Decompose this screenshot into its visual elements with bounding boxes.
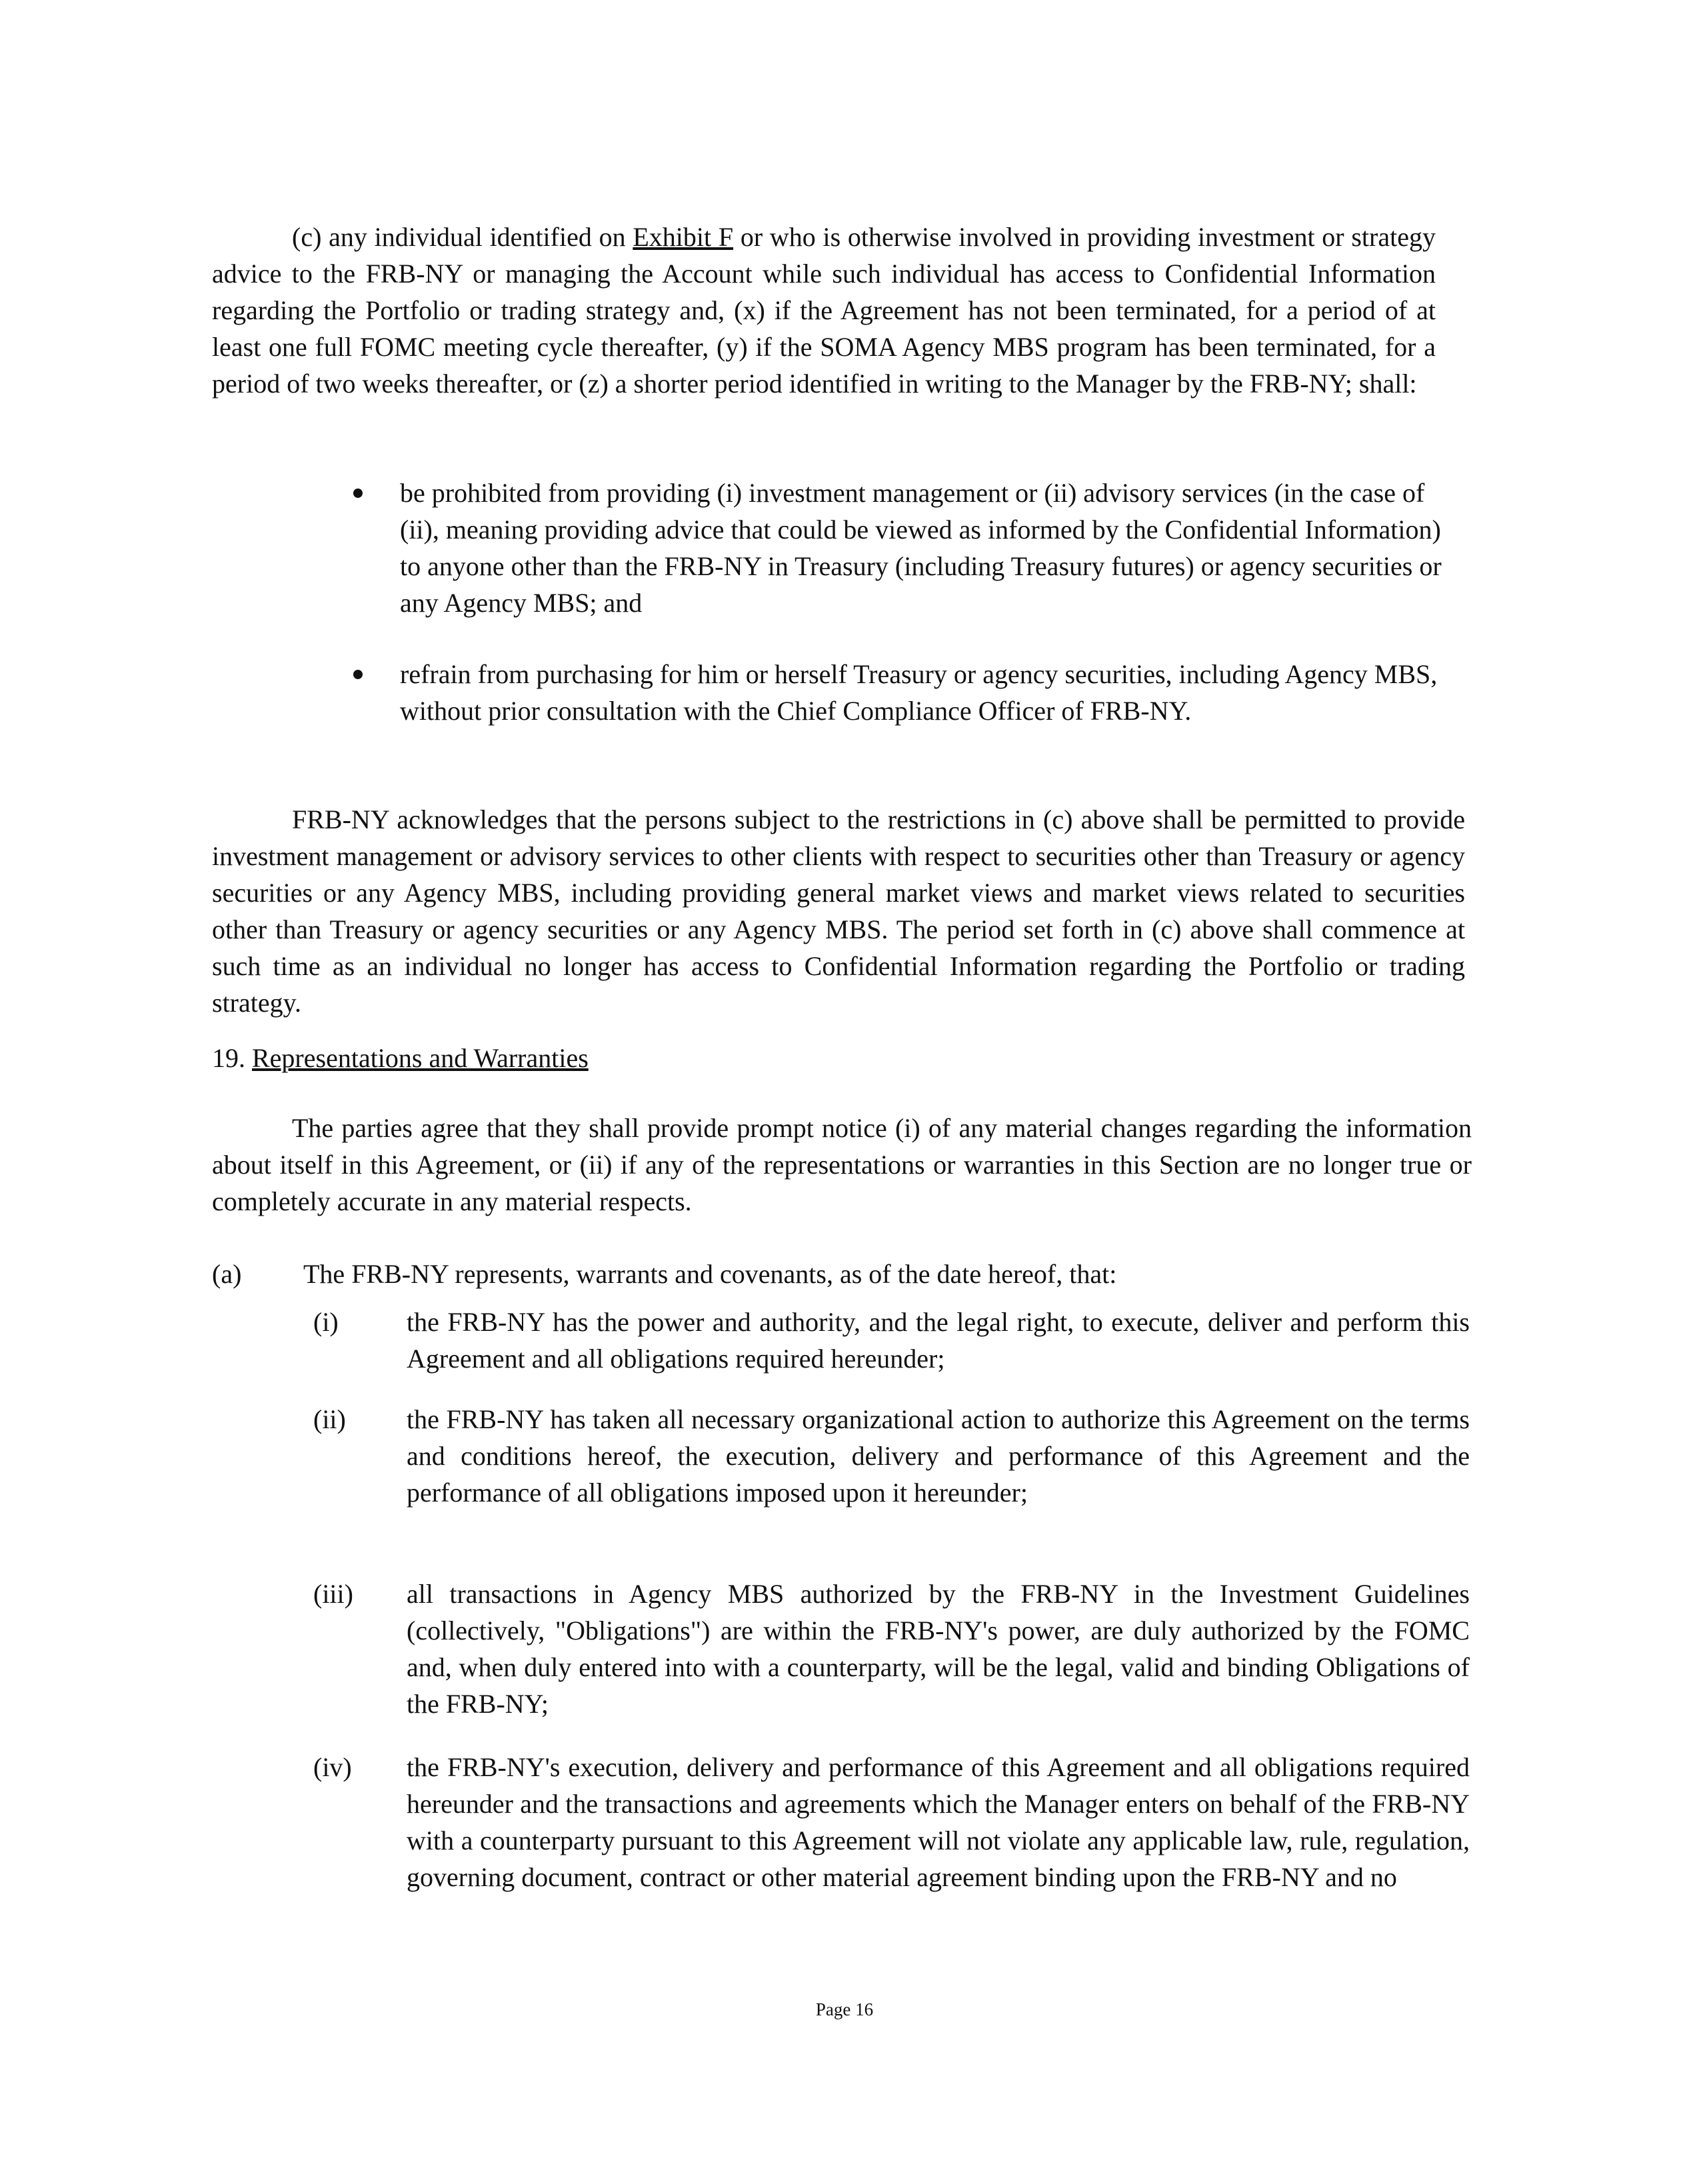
page-number: Page 16 <box>815 1999 874 2019</box>
paragraph-c-body: or who is otherwise involved in providing investment or strategy advice to the FRB-NY or managing the Account while such individual has access to Confidential Information regarding the Portfolio or trading strategy and, (x) if the Agreement has not been terminated, for a period of at least one full FOMC meeting cycle thereafter, (y) if the SOMA Agency MBS program has been terminated, for a period of two weeks thereafter, or (z) a shorter period identified in writing to the Manager by the FRB-NY; shall: <box>212 222 1436 399</box>
subitem-text: the FRB-NY's execution, delivery and performance of this Agreement and all obligations required hereunder and the transactions and agreements which the Manager enters on behalf of the FRB-NY with a counterparty pursuant to this Agreement will not violate any applicable law, rule, regulation, governing document, contract or other material agreement binding upon the FRB-NY and no <box>407 1752 1470 1892</box>
subitem-text: the FRB-NY has the power and authority, and the legal right, to execute, deliver and perform this Agreement and all obligations required hereunder; <box>407 1307 1470 1374</box>
bullet-text: be prohibited from providing (i) investment management or (ii) advisory services (in the case of (ii), meaning providing advice that could be viewed as informed by the Confidential Information) to anyone other than the FRB-NY in Treasury (including Treasury futures) or agency securities or any Agency MBS; and <box>400 478 1442 618</box>
bullet-text: refrain from purchasing for him or herself Treasury or agency securities, including Agency MBS, without prior consultation with the Chief Compliance Officer of FRB-NY. <box>400 659 1438 726</box>
subitem-label: (iv) <box>313 1752 352 1782</box>
subitem-label: (iii) <box>313 1579 353 1609</box>
bullet-icon <box>353 670 363 679</box>
section-19-heading <box>212 1040 1012 1076</box>
exhibit-f-link[interactable]: Exhibit F <box>633 222 734 252</box>
subitem-text: the FRB-NY has taken all necessary organizational action to authorize this Agreement on the terms and conditions hereof, the execution, delivery and performance of this Agreement and the performance of all obligations imposed upon it hereunder; <box>407 1404 1470 1508</box>
subitem-label: (i) <box>313 1307 339 1337</box>
paragraph-parties: The parties agree that they shall provide prompt notice (i) of any material changes regarding the information about itself in this Agreement, or (ii) if any of the representations or warranties in this Section are no longer true or completely accurate in any material respects. <box>212 1113 1472 1216</box>
item-a-text: The FRB-NY represents, warrants and covenants, as of the date hereof, that: <box>303 1259 1117 1289</box>
bullet-icon <box>353 489 363 498</box>
paragraph-c <box>212 219 1436 402</box>
item-a-label: (a) <box>212 1259 242 1289</box>
subitem-text: all transactions in Agency MBS authorized by the FRB-NY in the Investment Guidelines (collectively, "Obligations") are within the FRB-NY's power, are duly authorized by the FOMC and, when duly entered into with a counterparty, will be the legal, valid and binding Obligations of the FRB-NY; <box>407 1579 1470 1719</box>
section-title: Representations and Warranties <box>252 1043 589 1073</box>
subitem-label: (ii) <box>313 1404 346 1434</box>
paragraph-acknowledgement: FRB-NY acknowledges that the persons subject to the restrictions in (c) above shall be permitted to provide investment management or advisory services to other clients with respect to securities other than Treasury or agency securities or any Agency MBS, including providing general market views and market views related to securities other than Treasury or agency securities or any Agency MBS. The period set forth in (c) above shall commence at such time as an individual no longer has access to Confidential Information regarding the Portfolio or trading strategy. <box>212 804 1465 1018</box>
paragraph-c-lead: (c) any individual identified on <box>292 222 633 252</box>
section-number: 19. <box>212 1043 252 1073</box>
